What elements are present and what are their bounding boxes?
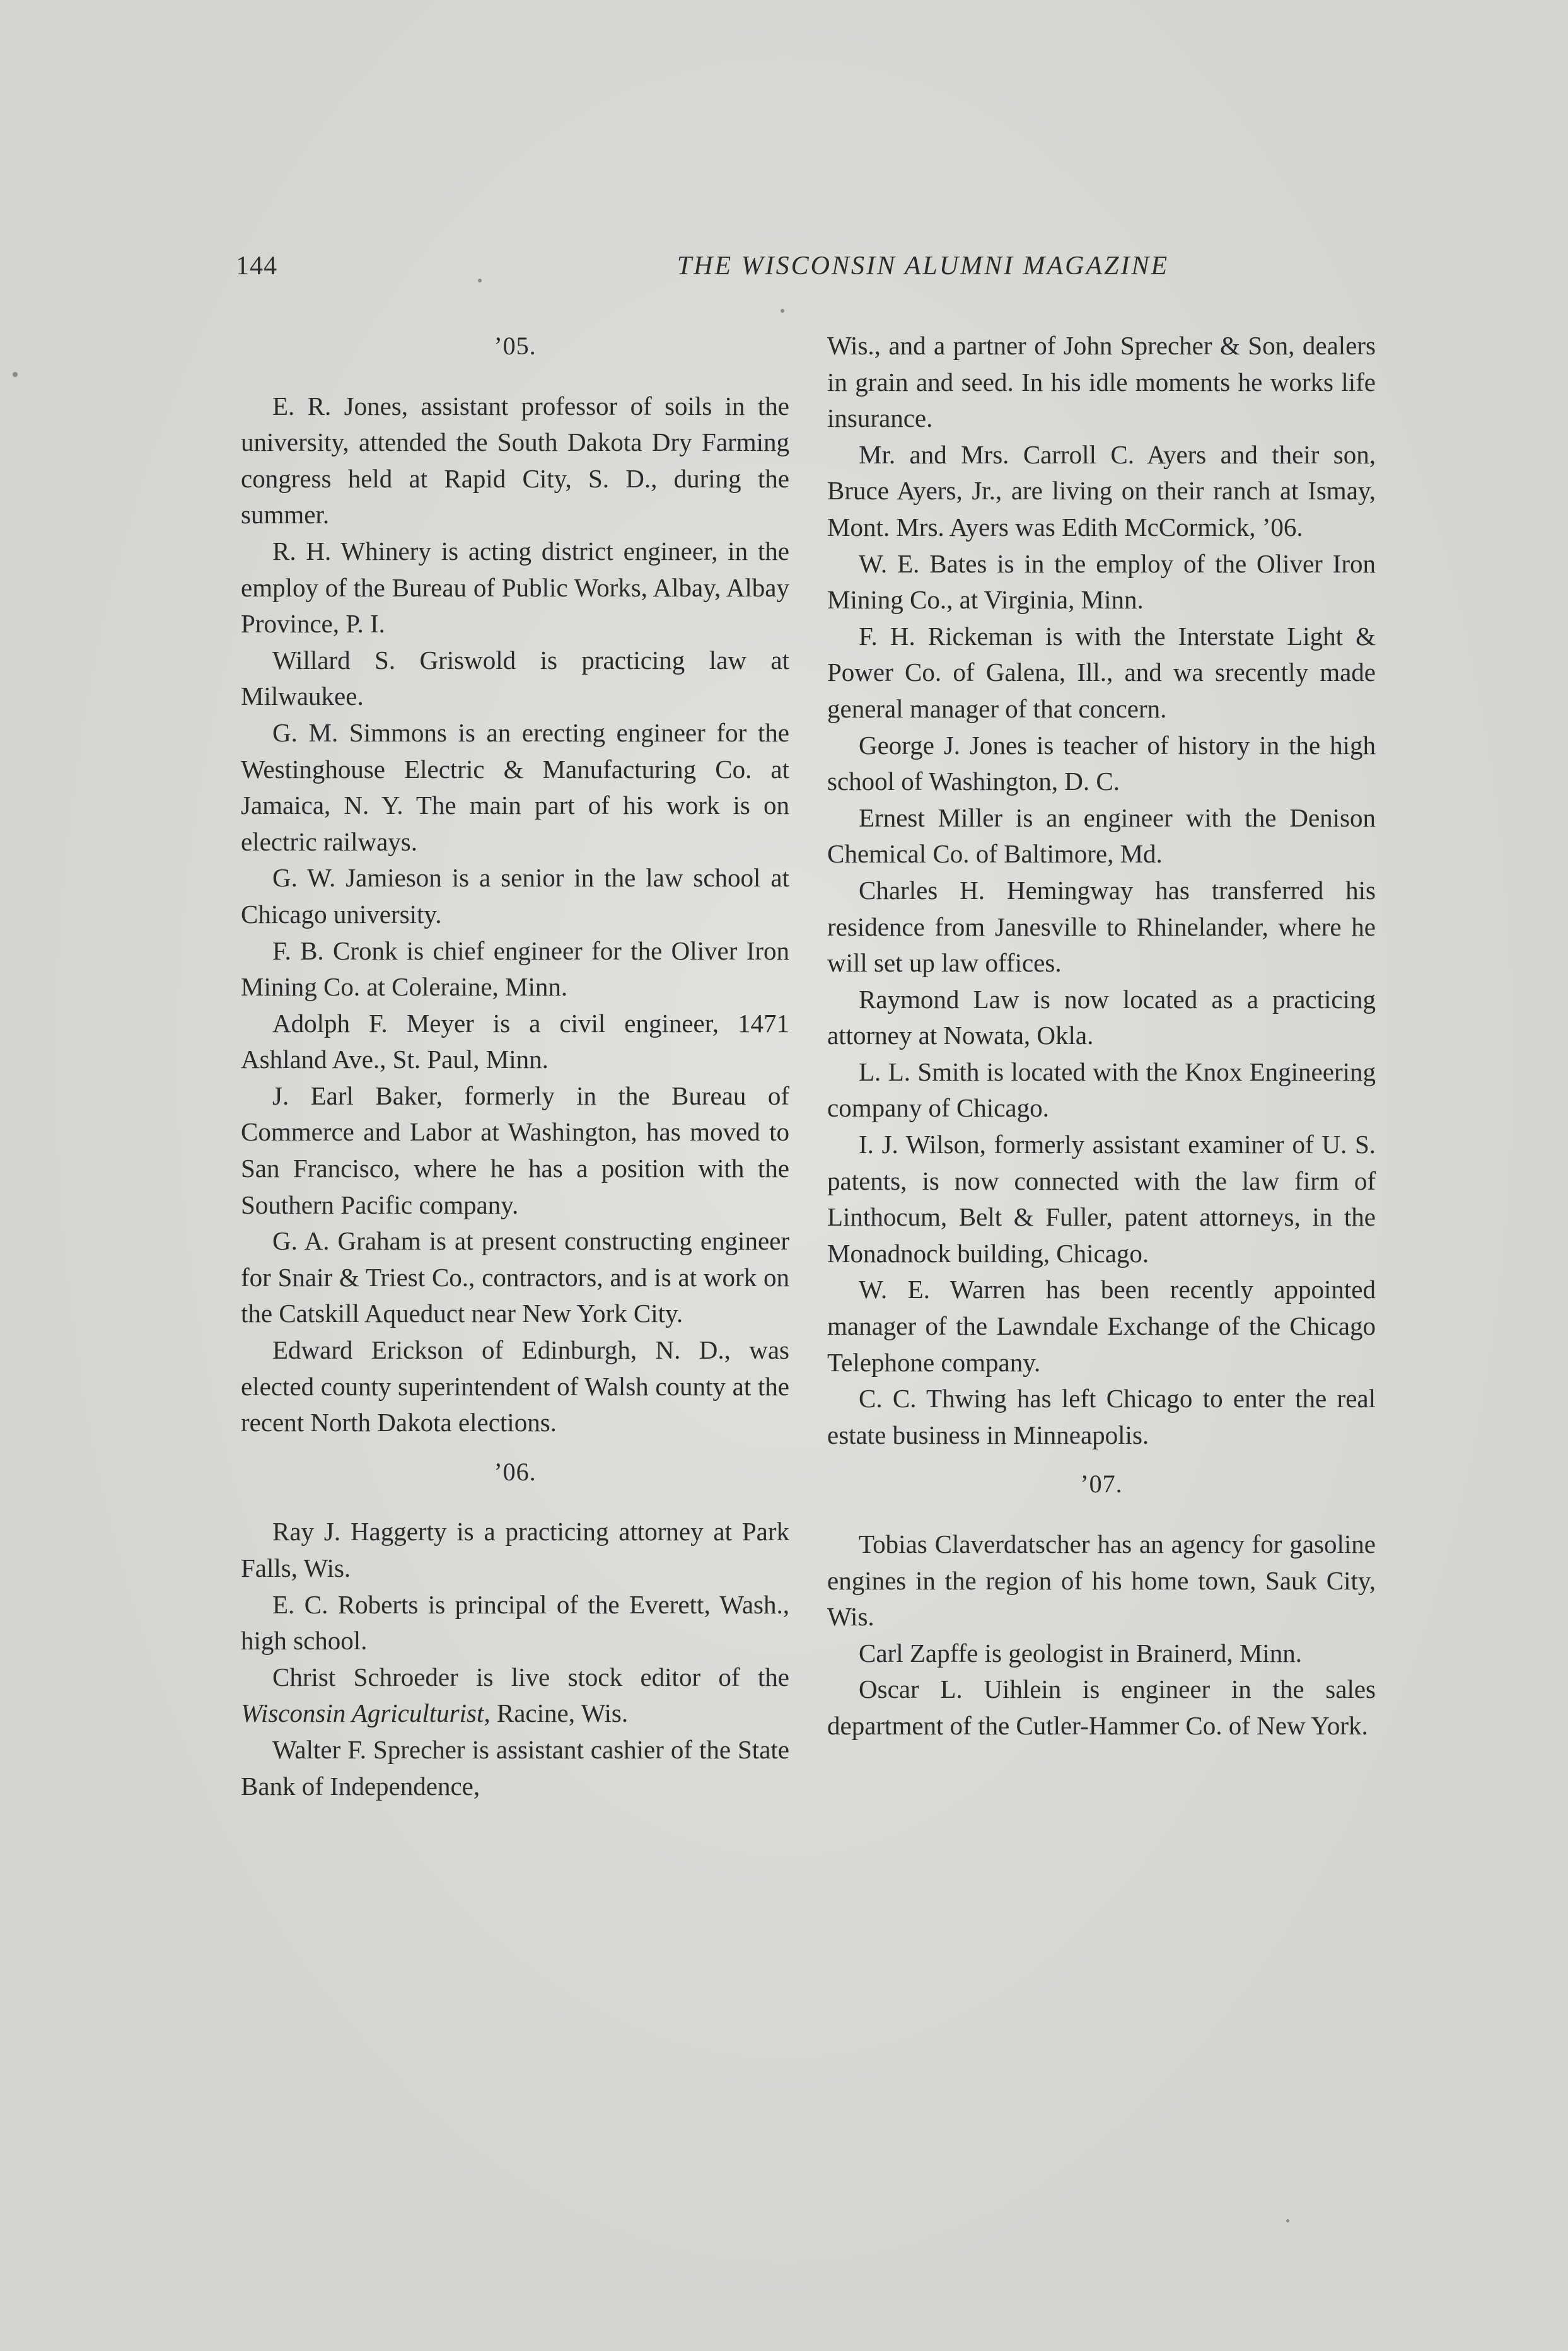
print-speck <box>1286 2219 1289 2222</box>
alumni-note-schroeder <box>241 1659 789 1732</box>
class-year-heading-07: ’07. <box>1080 1470 1123 1499</box>
alumni-note-sprecher-continued: Wis., and a partner of John Sprecher & Son, dealers in grain and seed. In his idle moments he works life insurance. <box>827 331 1376 433</box>
running-title: THE WISCONSIN ALUMNI MAGAZINE <box>677 252 1170 281</box>
print-speck <box>13 372 18 377</box>
publication-title: Wisconsin Agriculturist, <box>241 1698 491 1728</box>
page-number: 144 <box>236 252 277 281</box>
alumni-note: F. B. Cronk is chief engineer for the Oliver Iron Mining Co. at Coleraine, Minn. <box>241 936 789 1002</box>
page-header <box>236 251 1383 295</box>
alumni-note: F. H. Rickeman is with the Interstate Light & Power Co. of Galena, Ill., and wa srecently made general manager of that concern. <box>827 621 1376 723</box>
alumni-note: W. E. Bates is in the employ of the Oliver Iron Mining Co., at Virginia, Minn. <box>827 549 1376 615</box>
alumni-note: I. J. Wilson, formerly assistant examiner of U. S. patents, is now connected with the law firm of Linthocum, Belt & Fuller, patent attorneys, in the Monadnock building, Chicago. <box>827 1130 1376 1268</box>
alumni-note: G. M. Simmons is an erecting engineer for the Westinghouse Electric & Manufacturing Co. at Jamaica, N. Y. The main part of his work is on electric railways. <box>241 717 789 856</box>
alumni-note: Charles H. Hemingway has transferred his residence from Janesville to Rhinelander, where he will set up law offices. <box>827 875 1376 978</box>
alumni-note: E. C. Roberts is principal of the Everett, Wash., high school. <box>241 1589 789 1656</box>
alumni-note: G. A. Graham is at present constructing engineer for Snair & Triest Co., contractors, and is at work on the Catskill Aqueduct near New York City. <box>241 1226 789 1328</box>
alumni-note: R. H. Whinery is acting district engineer, in the employ of the Bureau of Public Works, Albay, Albay Province, P. I. <box>241 536 789 639</box>
alumni-note: G. W. Jamieson is a senior in the law school at Chicago university. <box>241 863 789 929</box>
print-speck <box>781 309 784 313</box>
class-year-heading-05: ’05. <box>494 332 537 360</box>
alumni-note-sprecher-start: Walter F. Sprecher is assistant cashier of the State Bank of Independence, <box>241 1734 789 1801</box>
alumni-note: E. R. Jones, assistant professor of soils in the university, attended the South Dakota Dry Farming congress held at Rapid City, S. D., during the summer. <box>241 391 789 530</box>
alumni-note: Adolph F. Meyer is a civil engineer, 1471 Ashland Ave., St. Paul, Minn. <box>241 1008 789 1074</box>
alumni-note: L. L. Smith is located with the Knox Engineering company of Chicago. <box>827 1057 1376 1123</box>
left-column <box>241 328 789 1804</box>
alumni-note: Ernest Miller is an engineer with the Denison Chemical Co. of Baltimore, Md. <box>827 803 1376 869</box>
alumni-note: Ray J. Haggerty is a practicing attorney at Park Falls, Wis. <box>241 1517 789 1582</box>
alumni-note: Carl Zapffe is geologist in Brainerd, Minn. <box>859 1638 1302 1668</box>
class-year-heading-06: ’06. <box>494 1457 537 1486</box>
alumni-note: Raymond Law is now located as a practicing attorney at Nowata, Okla. <box>827 984 1376 1050</box>
alumni-note: Mr. and Mrs. Carroll C. Ayers and their son, Bruce Ayers, Jr., are living on their ranch at Ismay, Mont. Mrs. Ayers was Edith McCormick, ’06. <box>827 439 1376 542</box>
alumni-note: Willard S. Griswold is practicing law at Milwaukee. <box>241 645 789 711</box>
alumni-note: Tobias Claverdatscher has an agency for gasoline engines in the region of his home town, Sauk City, Wis. <box>827 1530 1376 1632</box>
alumni-note: Oscar L. Uihlein is engineer in the sales department of the Cutler-Hammer Co. of New York. <box>827 1675 1376 1740</box>
alumni-note: Edward Erickson of Edinburgh, N. D., was elected county superintendent of Walsh county at the recent North Dakota elections. <box>241 1335 789 1437</box>
note-text: Racine, Wis. <box>490 1698 629 1728</box>
alumni-note: W. E. Warren has been recently appointed manager of the Lawndale Exchange of the Chicago Telephone company. <box>827 1275 1376 1377</box>
note-text: Christ Schroeder is live stock editor of the <box>272 1662 789 1692</box>
alumni-note: George J. Jones is teacher of history in the high school of Washington, D. C. <box>827 730 1376 796</box>
alumni-note: C. C. Thwing has left Chicago to enter the real estate business in Minneapolis. <box>827 1384 1376 1449</box>
right-column <box>827 328 1376 1744</box>
alumni-note: J. Earl Baker, formerly in the Bureau of Commerce and Labor at Washington, has moved to San Francisco, where he has a position with the Southern Pacific company. <box>241 1081 789 1219</box>
